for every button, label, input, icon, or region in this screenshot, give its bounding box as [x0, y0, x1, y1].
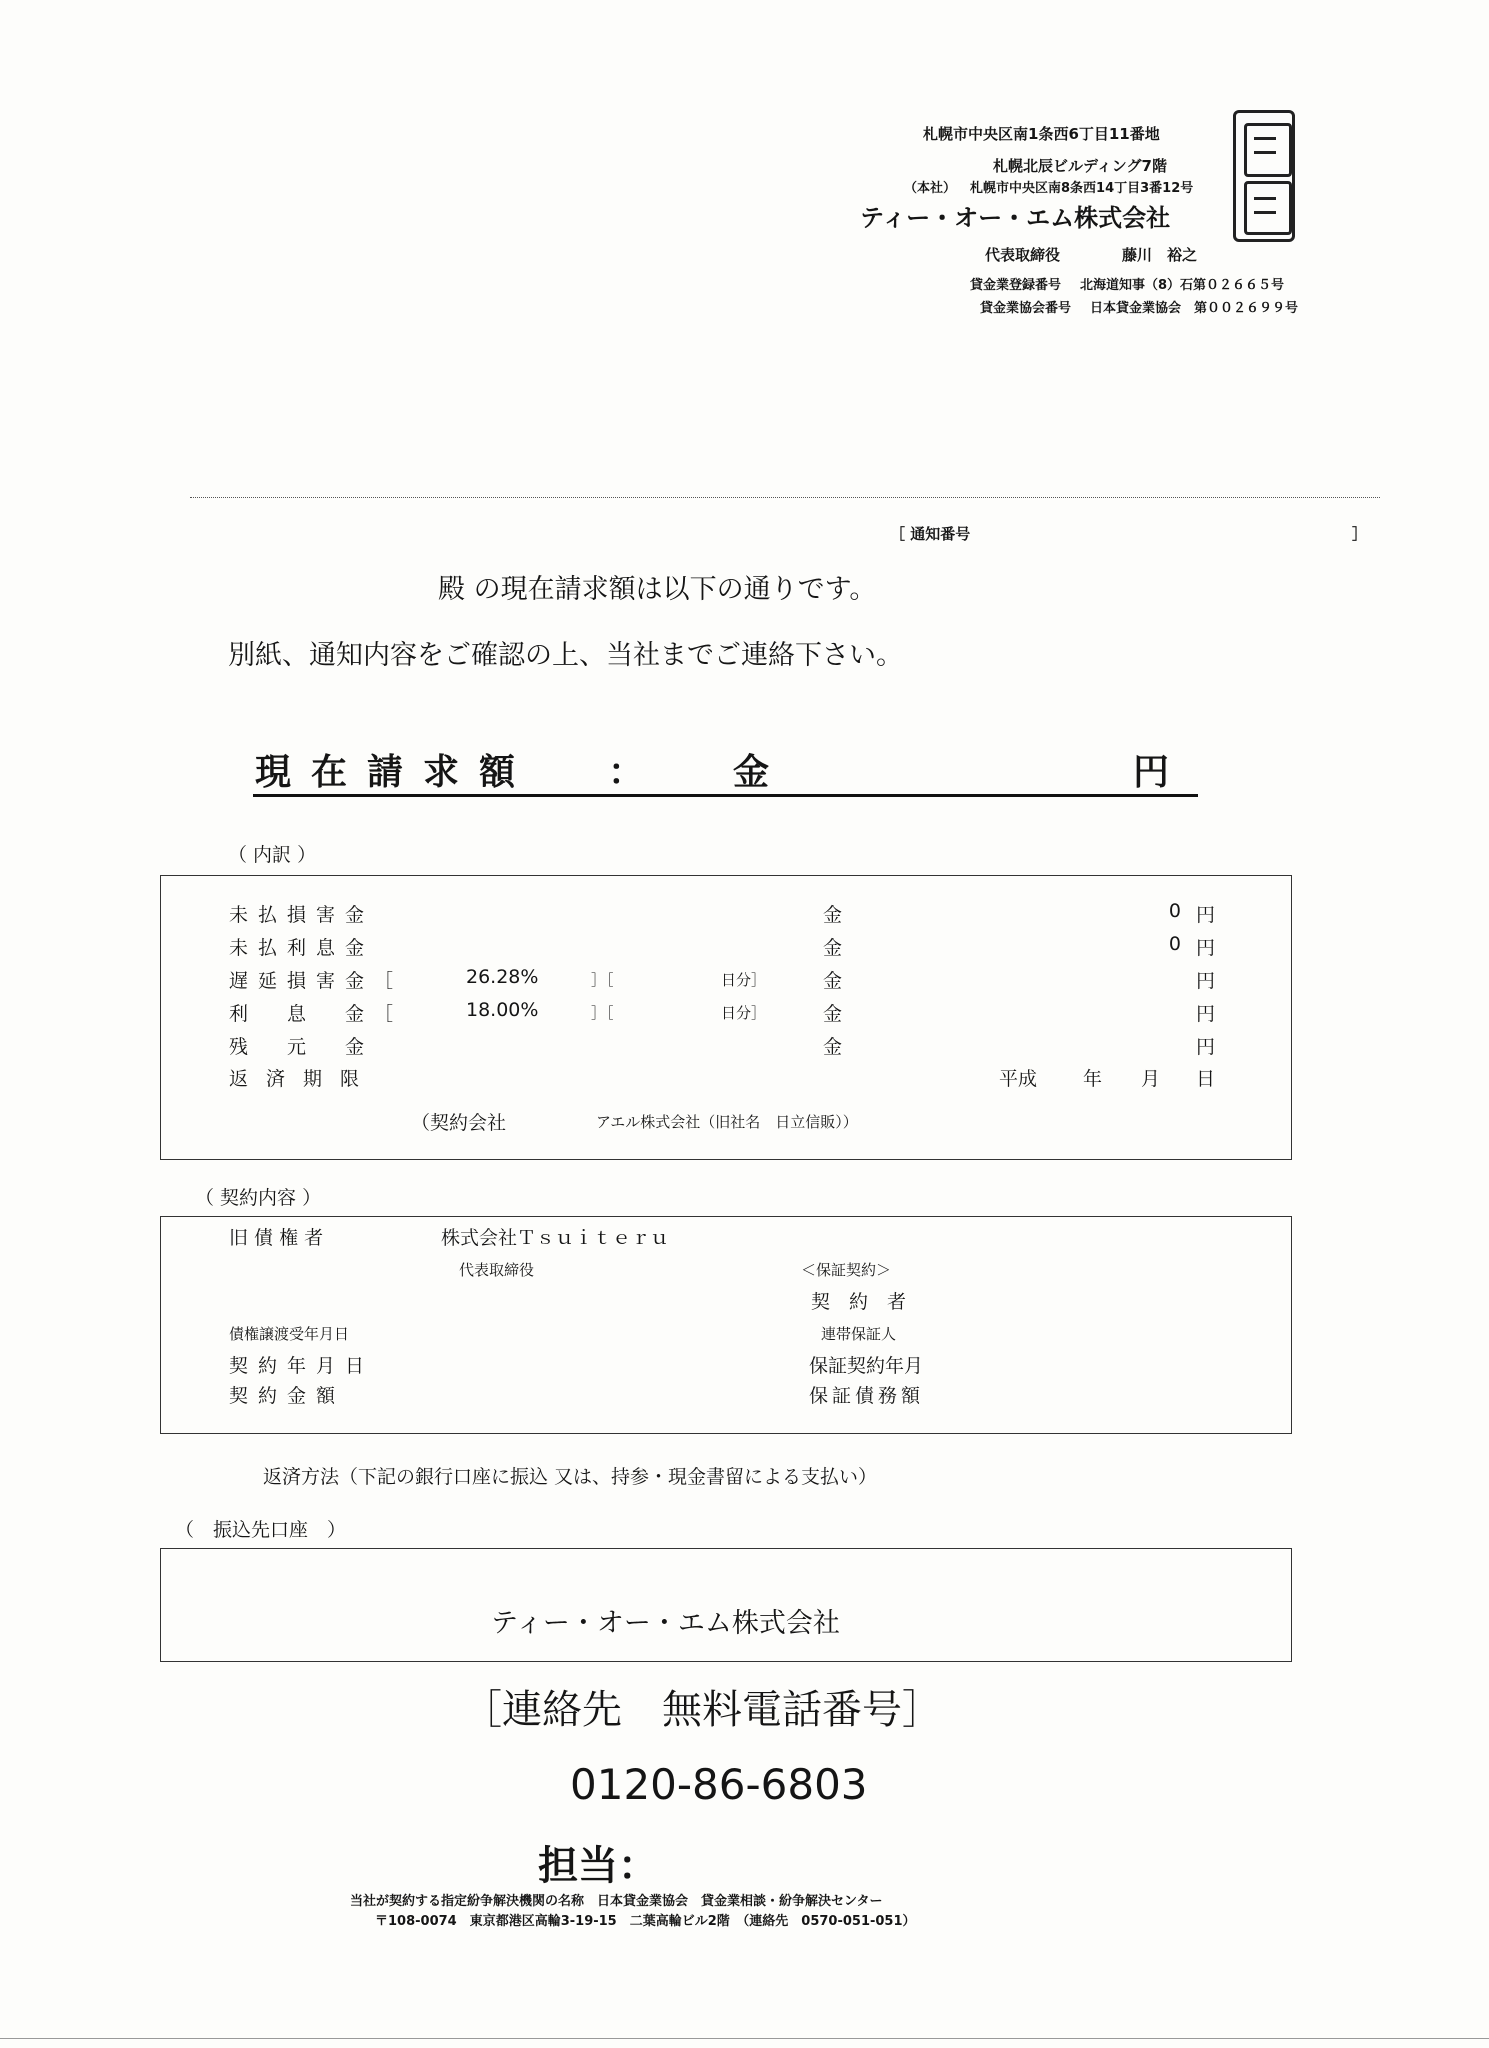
- notice-number-open: ［ 通知番号: [890, 525, 971, 543]
- registration-value: 北海道知事（8）石第０２６６５号: [1080, 278, 1285, 293]
- footer-line-1: 当社が契約する指定紛争解決機関の名称 日本貸金業協会 貸金業相談・紛争解決センター: [350, 1894, 883, 1909]
- joint-guarantor-label: 連帯保証人: [821, 1325, 897, 1343]
- association-label: 貸金業協会番号: [980, 301, 1072, 316]
- seal-stroke: [1254, 137, 1276, 140]
- row-label: 未払損害金: [229, 904, 375, 926]
- seal-glyph-top: [1244, 123, 1292, 177]
- row-bracket: ］［: [591, 971, 614, 989]
- account-heading: （ 振込先口座 ）: [175, 1519, 347, 1541]
- row-kin: 金: [823, 937, 843, 959]
- guarantee-date-label: 保証契約年月: [809, 1355, 924, 1377]
- row-yen: 円: [1196, 937, 1216, 959]
- contact-heading: ［連絡先 無料電話番号］: [462, 1687, 942, 1733]
- breakdown-heading: （ 内訳 ）: [228, 844, 317, 866]
- row-rate: 26.28%: [466, 966, 539, 988]
- company-seal: [1233, 110, 1295, 242]
- title-kin: 金: [733, 752, 790, 793]
- notice-number-close: ］: [1352, 525, 1368, 543]
- guarantee-amount-label: 保証債務額: [809, 1385, 925, 1407]
- row-yen: 円: [1196, 1036, 1216, 1058]
- contact-phone: 0120-86-6803: [570, 1760, 868, 1809]
- row-kin: 金: [823, 1003, 843, 1025]
- payment-method: 返済方法（下記の銀行口座に振込 又は、持参・現金書留による支払い）: [263, 1466, 878, 1488]
- contract-company-label: （契約会社: [411, 1112, 507, 1134]
- head-office-label: （本社）: [904, 181, 957, 196]
- contract-heading: （ 契約内容 ）: [195, 1187, 322, 1209]
- row-yen: 円: [1196, 1003, 1216, 1025]
- row-kin: 金: [823, 970, 843, 992]
- title-yen: 円: [1133, 752, 1190, 793]
- row-rate: 18.00%: [466, 999, 539, 1021]
- due-era: 平成: [999, 1068, 1038, 1090]
- notice-line-2: 別紙、通知内容をご確認の上、当社までご連絡下さい。: [228, 640, 903, 671]
- address-line-1: 札幌市中央区南1条西6丁目11番地: [923, 125, 1160, 143]
- due-date-label: 返済期限: [229, 1068, 378, 1090]
- row-label: 利 息 金［: [229, 1003, 404, 1025]
- due-month: 月: [1141, 1068, 1161, 1090]
- breakdown-box: [160, 875, 1292, 1160]
- registration-label: 貸金業登録番号: [970, 278, 1062, 293]
- row-kin: 金: [823, 904, 843, 926]
- contract-company-value: アエル株式会社（旧社名 日立信販））: [596, 1113, 858, 1131]
- scan-edge-line: [0, 2038, 1489, 2039]
- representative-label: 代表取締役: [459, 1261, 535, 1279]
- contract-box: [160, 1216, 1292, 1434]
- row-kin: 金: [823, 1036, 843, 1058]
- seal-stroke: [1254, 211, 1276, 214]
- address-line-2: 札幌北辰ビルディング7階: [993, 157, 1167, 175]
- due-year: 年: [1083, 1068, 1103, 1090]
- notice-line-1: 殿 の現在請求額は以下の通りです。: [438, 574, 877, 605]
- footer-line-2: 〒108-0074 東京都港区高輪3-19-15 二葉高輪ビル2階 （連絡先 0570-051-051）: [375, 1914, 916, 1929]
- row-label: 未払利息金: [229, 937, 375, 959]
- contract-date-label: 契約年月日: [229, 1355, 375, 1377]
- seal-stroke: [1254, 197, 1276, 200]
- seal-stroke: [1254, 151, 1276, 154]
- former-creditor-label: 旧 債 権 者: [229, 1227, 324, 1249]
- row-yen: 円: [1196, 970, 1216, 992]
- row-days: 日分］: [721, 971, 767, 989]
- due-day: 日: [1196, 1068, 1216, 1090]
- representative-name: 藤川 裕之: [1122, 246, 1198, 264]
- head-office-address: 札幌市中央区南8条西14丁目3番12号: [970, 181, 1194, 196]
- row-amount: 0: [1168, 900, 1181, 922]
- row-label: 残 元 金: [229, 1036, 375, 1058]
- transfer-date-label: 債権譲渡受年月日: [229, 1325, 350, 1343]
- contractor-label: 契 約 者: [811, 1291, 907, 1313]
- guarantee-heading: ＜保証契約＞: [801, 1261, 892, 1279]
- divider-dotted: [190, 497, 1380, 498]
- row-days: 日分］: [721, 1004, 767, 1022]
- seal-glyph-bottom: [1244, 181, 1292, 235]
- staff-label: 担当：: [538, 1843, 658, 1889]
- association-value: 日本貸金業協会 第００２６９９号: [1090, 301, 1299, 316]
- row-label: 遅延損害金［: [229, 970, 404, 992]
- account-name: ティー・オー・エム株式会社: [491, 1608, 840, 1639]
- row-bracket: ］［: [591, 1004, 614, 1022]
- current-claim-title: [253, 744, 1198, 797]
- row-amount: 0: [1168, 933, 1181, 955]
- contract-amount-label: 契約金額: [229, 1385, 346, 1407]
- company-name: ティー・オー・エム株式会社: [860, 204, 1171, 232]
- title-label: 現在請求額: [255, 752, 536, 793]
- account-box: [160, 1548, 1292, 1662]
- representative-title: 代表取締役: [985, 246, 1061, 264]
- former-creditor-value: 株式会社Ｔｓｕｉｔｅｒｕ: [441, 1227, 670, 1249]
- title-colon: ：: [608, 752, 665, 793]
- row-yen: 円: [1196, 904, 1216, 926]
